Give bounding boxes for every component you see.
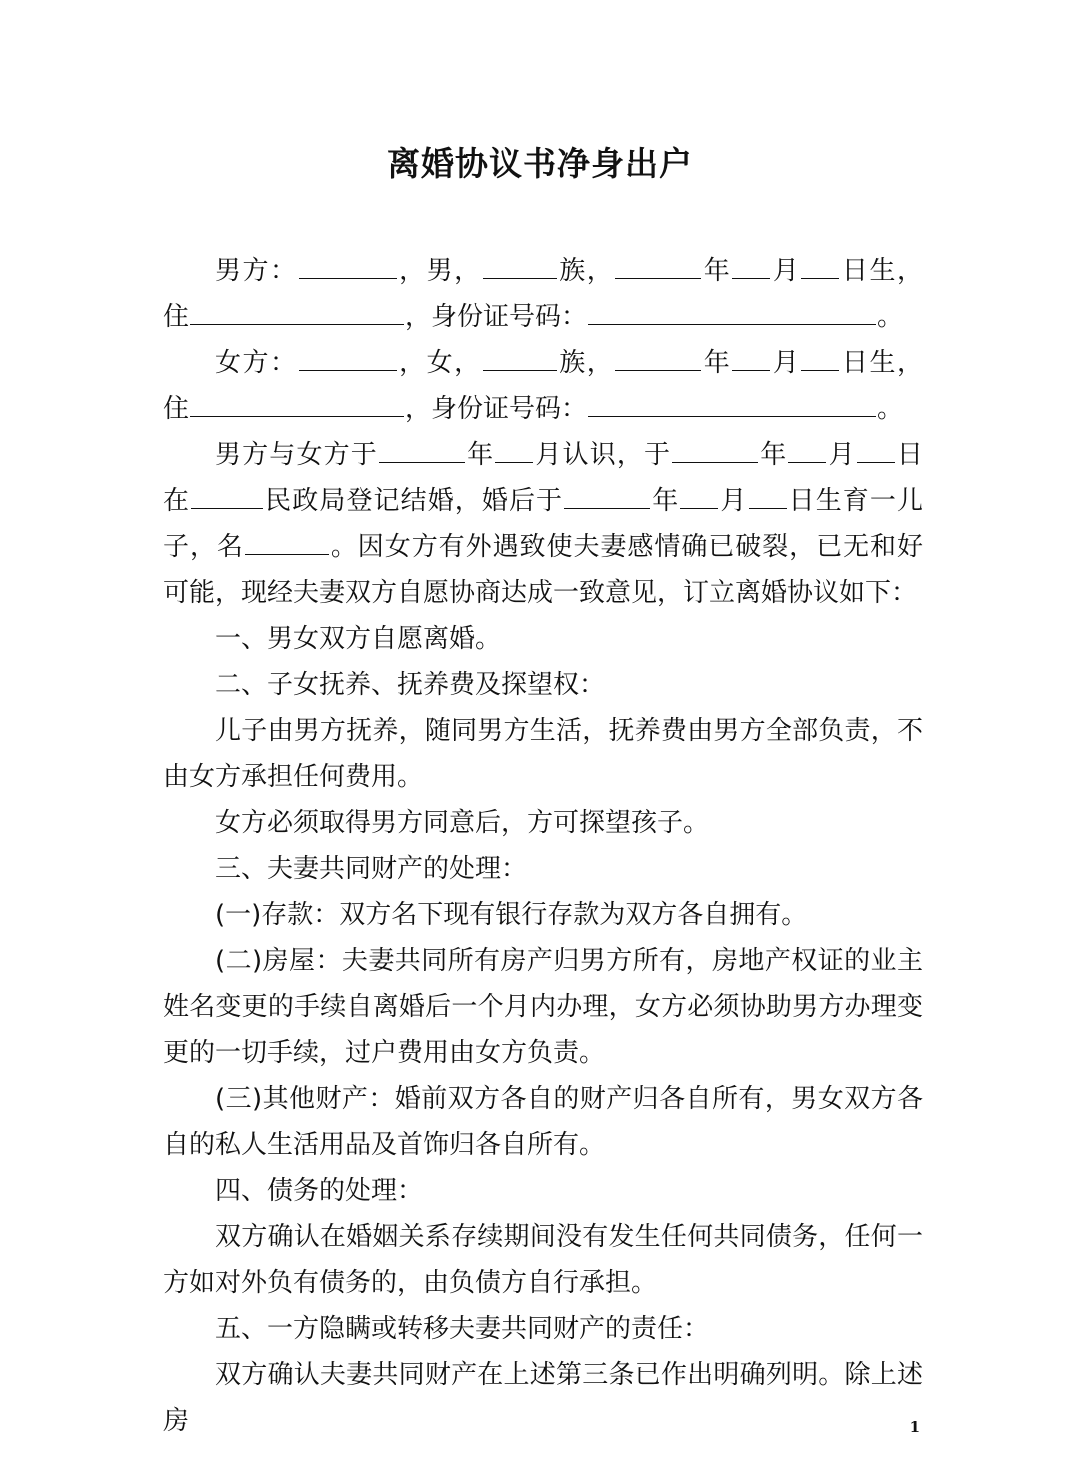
intro-text-10: 日生育一儿子，名: [163, 486, 923, 562]
intro-text-2: 年: [465, 440, 495, 470]
male-id-blank[interactable]: [588, 296, 876, 325]
intro-text-5: 月: [827, 440, 856, 470]
clause-3-other-property: (三)其他财产：婚前双方各自的财产归各自所有，男女双方各自的私人生活用品及首饰归各自所有。: [163, 1084, 923, 1160]
male-party-paragraph: [163, 248, 923, 340]
marriage-day-blank[interactable]: [857, 434, 895, 463]
marriage-month-blank[interactable]: [788, 434, 826, 463]
male-year-label: 年: [702, 256, 732, 286]
clause-1: 一、男女双方自愿离婚。: [215, 624, 502, 654]
female-id-blank[interactable]: [588, 388, 876, 417]
female-gender: ，女，: [397, 348, 482, 378]
female-name-blank[interactable]: [299, 342, 397, 371]
page-number: 1: [909, 1418, 920, 1436]
intro-text-11: 。因女方有外遇致使夫妻感情确已破裂，已无和好可能，现经夫妻双方自愿协商达成一致意见，订立离婚协议如下：: [163, 532, 923, 608]
child-name-blank[interactable]: [245, 526, 329, 555]
birth-day-blank[interactable]: [749, 480, 787, 509]
female-address-blank[interactable]: [190, 388, 404, 417]
female-end-mark: 。: [877, 394, 904, 424]
male-nationality-blank[interactable]: [483, 250, 557, 279]
intro-text-8: 年: [651, 486, 680, 516]
clause-2-custody: 儿子由男方抚养，随同男方生活，抚养费由男方全部负责，不由女方承担任何费用。: [163, 716, 923, 792]
clause-3-heading: 三、夫妻共同财产的处理：: [215, 854, 528, 884]
female-birth-day-blank[interactable]: [801, 342, 839, 371]
document-body: [163, 248, 923, 1444]
birth-month-blank[interactable]: [680, 480, 718, 509]
clause-4-heading: 四、债务的处理：: [215, 1176, 424, 1206]
intro-text-6: 日在: [163, 440, 923, 516]
intro-text-1: 男方与女方于: [215, 440, 378, 470]
female-birth-year-blank[interactable]: [615, 342, 701, 371]
met-month-blank[interactable]: [495, 434, 533, 463]
female-month-label: 月: [771, 348, 801, 378]
female-year-label: 年: [702, 348, 732, 378]
clause-5-heading: 五、一方隐瞒或转移夫妻共同财产的责任：: [215, 1314, 710, 1344]
male-month-label: 月: [771, 256, 801, 286]
male-nationality-label: 族，: [557, 256, 615, 286]
female-nationality-blank[interactable]: [483, 342, 557, 371]
marriage-year-blank[interactable]: [672, 434, 758, 463]
female-id-label: ，身份证号码：: [405, 394, 588, 424]
male-address-blank[interactable]: [190, 296, 404, 325]
male-birth-day-blank[interactable]: [801, 250, 839, 279]
clause-4-debts: 双方确认在婚姻关系存续期间没有发生任何共同债务，任何一方如对外负有债务的，由负债方自行承担。: [163, 1222, 923, 1298]
intro-text-9: 月: [719, 486, 748, 516]
clause-5-body: 双方确认夫妻共同财产在上述第三条已作出明确列明。除上述房: [163, 1360, 923, 1436]
male-address-label: 住: [163, 302, 190, 332]
document-title: 离婚协议书净身出户: [387, 144, 693, 183]
female-address-label: 住: [163, 394, 190, 424]
female-birth-month-blank[interactable]: [732, 342, 770, 371]
male-end-mark: 。: [877, 302, 904, 332]
male-birth-month-blank[interactable]: [732, 250, 770, 279]
male-label: 男方：: [215, 256, 298, 286]
clause-3-housing: (二)房屋：夫妻共同所有房产归男方所有，房地产权证的业主姓名变更的手续自离婚后一个月内办理，女方必须协助男方办理变更的一切手续，过户费用由女方负责。: [163, 946, 923, 1068]
bureau-blank[interactable]: [191, 480, 263, 509]
female-nationality-label: 族，: [557, 348, 615, 378]
clause-2-visitation: 女方必须取得男方同意后，方可探望孩子。: [215, 808, 710, 838]
male-day-label: 日生，: [840, 256, 923, 286]
male-id-label: ，身份证号码：: [405, 302, 588, 332]
male-gender: ，男，: [397, 256, 482, 286]
intro-text-3: 月认识，于: [534, 440, 672, 470]
female-party-paragraph: [163, 340, 923, 432]
clause-3-deposits: (一)存款：双方名下现有银行存款为双方各自拥有。: [215, 900, 808, 930]
intro-text-7: 民政局登记结婚，婚后于: [264, 486, 564, 516]
female-label: 女方：: [215, 348, 298, 378]
intro-text-4: 年: [759, 440, 788, 470]
male-name-blank[interactable]: [299, 250, 397, 279]
female-day-label: 日生，: [840, 348, 923, 378]
clause-2-heading: 二、子女抚养、抚养费及探望权：: [215, 670, 606, 700]
male-birth-year-blank[interactable]: [615, 250, 701, 279]
birth-year-blank[interactable]: [564, 480, 650, 509]
met-year-blank[interactable]: [379, 434, 465, 463]
intro-paragraph: [163, 432, 923, 616]
